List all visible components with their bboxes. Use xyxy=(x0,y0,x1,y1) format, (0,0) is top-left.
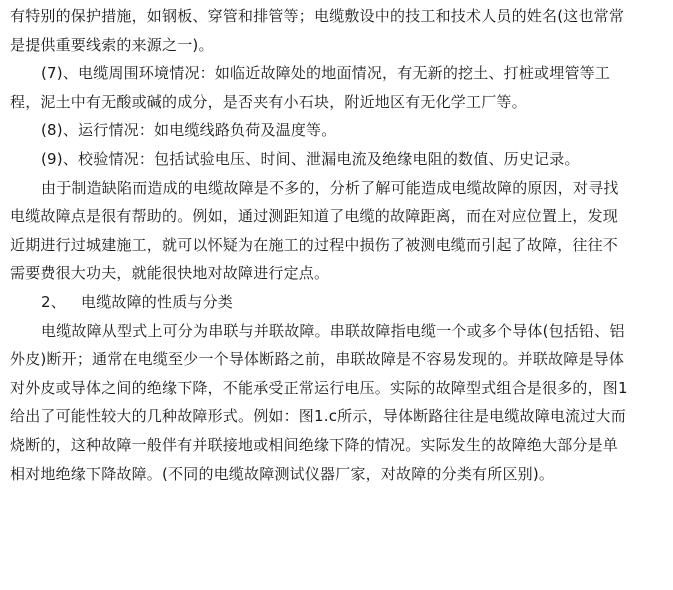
text-line: 对外皮或导体之间的绝缘下降，不能承受正常运行电压。实际的故障型式组合是很多的，图1 xyxy=(10,378,628,397)
list-item-8: (8)、运行情况：如电缆线路负荷及温度等。 xyxy=(41,121,337,140)
text-line: 程，泥土中有无酸或碱的成分，是否夹有小石块，附近地区有无化学工厂等。 xyxy=(10,92,527,111)
text-line: 相对地绝缘下降故障。(不同的电缆故障测试仪器厂家，对故障的分类有所区别)。 xyxy=(10,464,555,483)
text-line: 电缆故障点是很有帮助的。例如，通过测距知道了电缆的故障距离，而在对应位置上，发现 xyxy=(10,207,619,226)
text-line: 有特别的保护措施，如钢板、穿管和排管等；电缆敷设中的技工和技术人员的姓名(这也常常 xyxy=(10,7,625,25)
section-heading xyxy=(10,288,665,317)
text-line: 给出了可能性较大的几种故障形式。例如：图1.c所示，导体断路往往是电缆故障电流过大而 xyxy=(10,407,626,426)
text-line: 近期进行过城建施工，就可以怀疑为在施工的过程中损伤了被测电缆而引起了故障，往往不 xyxy=(10,235,619,254)
section-title: 电缆故障的性质与分类 xyxy=(81,292,234,311)
section-number: 2、 xyxy=(41,292,66,311)
list-item-9: (9)、校验情况：包括试验电压、时间、泄漏电流及绝缘电阻的数值、历史记录。 xyxy=(41,149,580,168)
paragraph-start: 由于制造缺陷而造成的电缆故障是不多的，分析了解可能造成电缆故障的原因，对寻找 xyxy=(41,178,619,197)
text-line: 需要费很大功夫，就能很快地对故障进行定点。 xyxy=(10,264,330,283)
paragraph-start: 电缆故障从型式上可分为串联与并联故障。串联故障指电缆一个或多个导体(包括铅、铝 xyxy=(41,321,625,340)
text-line: 外皮)断开；通常在电缆至少一个导体断路之前，串联故障是不容易发现的。并联故障是导体 xyxy=(10,350,625,369)
text-line: 是提供重要线索的来源之一)。 xyxy=(10,35,214,54)
list-item-7: (7)、电缆周围环境情况：如临近故障处的地面情况，有无新的挖土、打桩或埋管等工 xyxy=(41,64,611,83)
text-line: 烧断的，这种故障一般伴有并联接地或相间绝缘下降的情况。实际发生的故障绝大部分是单 xyxy=(10,435,619,454)
